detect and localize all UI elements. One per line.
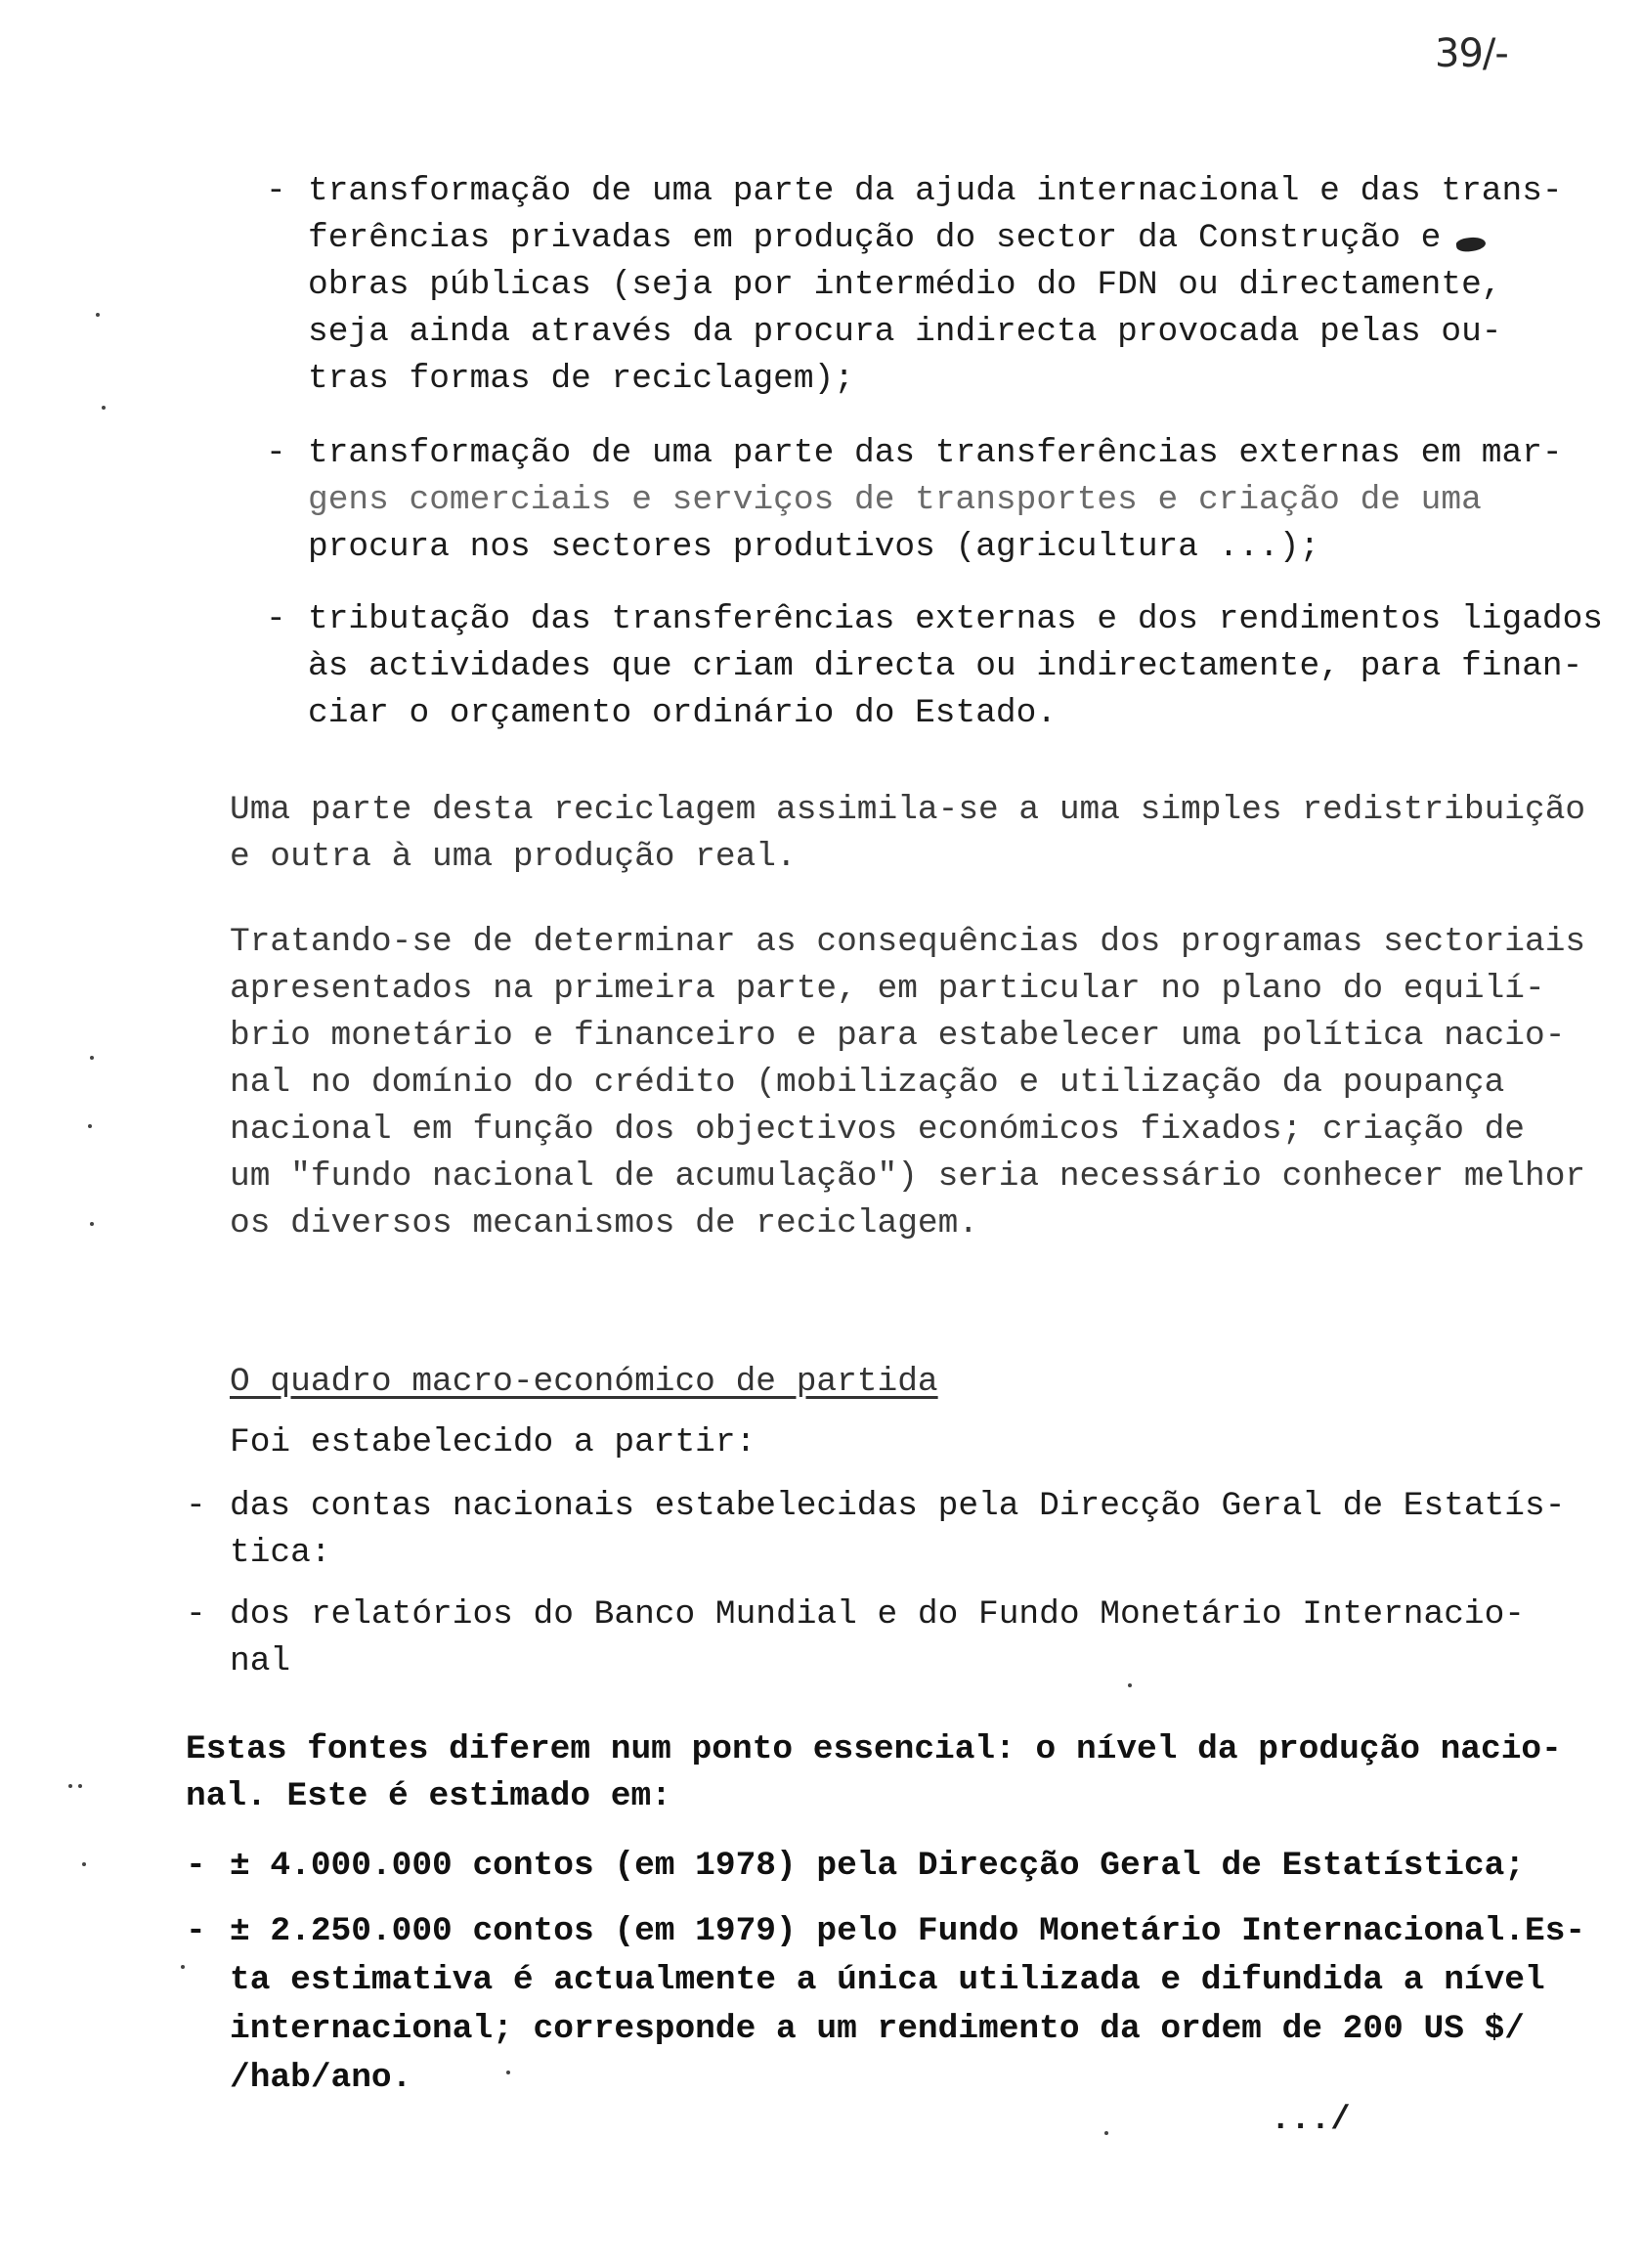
scan-speck [78, 1784, 82, 1788]
bullet-line: tras formas de reciclagem); [308, 360, 854, 398]
bullet-line: às actividades que criam directa ou indirectamente, para finan- [308, 647, 1583, 685]
paragraph-line: Tratando-se de determinar as consequências dos programas sectoriais [230, 923, 1586, 961]
scan-speck [88, 1124, 92, 1128]
bullet-dash: - [266, 600, 286, 638]
page-number: 39/- [1435, 31, 1508, 76]
source-line: nal [230, 1642, 291, 1680]
bullet-line: transformação de uma parte das transferências externas em mar- [308, 434, 1563, 472]
paragraph-line: nal. Este é estimado em: [186, 1777, 671, 1815]
source-line: tica: [230, 1534, 331, 1572]
paragraph-line: Uma parte desta reciclagem assimila-se a uma simples redistribuição [230, 791, 1586, 829]
bullet-dash: - [266, 434, 286, 472]
paragraph-line: nacional em função dos objectivos económicos fixados; criação de [230, 1111, 1526, 1149]
bullet-line: ciar o orçamento ordinário do Estado. [308, 694, 1058, 732]
paragraph-line: brio monetário e financeiro e para estabelecer uma política nacio- [230, 1017, 1566, 1055]
bullet-dash: - [186, 1912, 206, 1950]
bullet-line: gens comerciais e serviços de transportes e criação de uma [308, 481, 1482, 519]
paragraph-line: e outra à uma produção real. [230, 838, 797, 876]
bullet-dash: - [186, 1487, 206, 1525]
paragraph-line: um "fundo nacional de acumulação") seria necessário conhecer melhor [230, 1157, 1586, 1196]
scan-speck [1128, 1683, 1132, 1687]
estimate-line: ta estimativa é actualmente a única utilizada e difundida a nível [230, 1961, 1545, 1999]
estimate-line: ± 2.250.000 contos (em 1979) pelo Fundo Monetário Internacional.Es- [230, 1912, 1586, 1950]
bullet-line: procura nos sectores produtivos (agricultura ...); [308, 528, 1320, 566]
bullet-line: obras públicas (seja por intermédio do FDN ou directamente, [308, 266, 1502, 304]
bullet-line: ferências privadas em produção do sector da Construção e [308, 219, 1442, 257]
paragraph-line: apresentados na primeira parte, em particular no plano do equilí- [230, 970, 1545, 1008]
bullet-line: seja ainda através da procura indirecta provocada pelas ou- [308, 313, 1502, 351]
ink-smudge [1455, 236, 1487, 253]
source-line: das contas nacionais estabelecidas pela Direcção Geral de Estatís- [230, 1487, 1566, 1525]
bullet-dash: - [266, 172, 286, 210]
scan-speck [506, 2071, 510, 2074]
estimate-line: ± 4.000.000 contos (em 1978) pela Direcção Geral de Estatística; [230, 1847, 1526, 1885]
scan-speck [96, 313, 100, 317]
scan-speck [181, 1965, 185, 1969]
section-heading: O quadro macro-económico de partida [230, 1363, 938, 1401]
continuation-mark: .../ [1271, 2102, 1351, 2139]
scan-speck [90, 1222, 94, 1226]
scan-speck [90, 1056, 94, 1060]
source-line: dos relatórios do Banco Mundial e do Fundo Monetário Internacio- [230, 1595, 1526, 1634]
bullet-line: transformação de uma parte da ajuda internacional e das trans- [308, 172, 1563, 210]
paragraph-line: os diversos mecanismos de reciclagem. [230, 1204, 979, 1243]
scan-speck [102, 406, 106, 410]
bullet-line: tributação das transferências externas e dos rendimentos ligados [308, 600, 1604, 638]
scan-speck [82, 1862, 86, 1866]
estimate-line: internacional; corresponde a um rendimento da ordem de 200 US $/ [230, 2010, 1526, 2048]
bullet-dash: - [186, 1595, 206, 1634]
scan-speck [1104, 2131, 1108, 2135]
estimate-line: /hab/ano. [230, 2059, 412, 2097]
paragraph-line: nal no domínio do crédito (mobilização e utilização da poupança [230, 1064, 1505, 1102]
bullet-dash: - [186, 1847, 206, 1885]
paragraph-line: Estas fontes diferem num ponto essencial: o nível da produção nacio- [186, 1730, 1562, 1768]
scan-speck [68, 1784, 72, 1788]
intro-line: Foi estabelecido a partir: [230, 1423, 756, 1461]
